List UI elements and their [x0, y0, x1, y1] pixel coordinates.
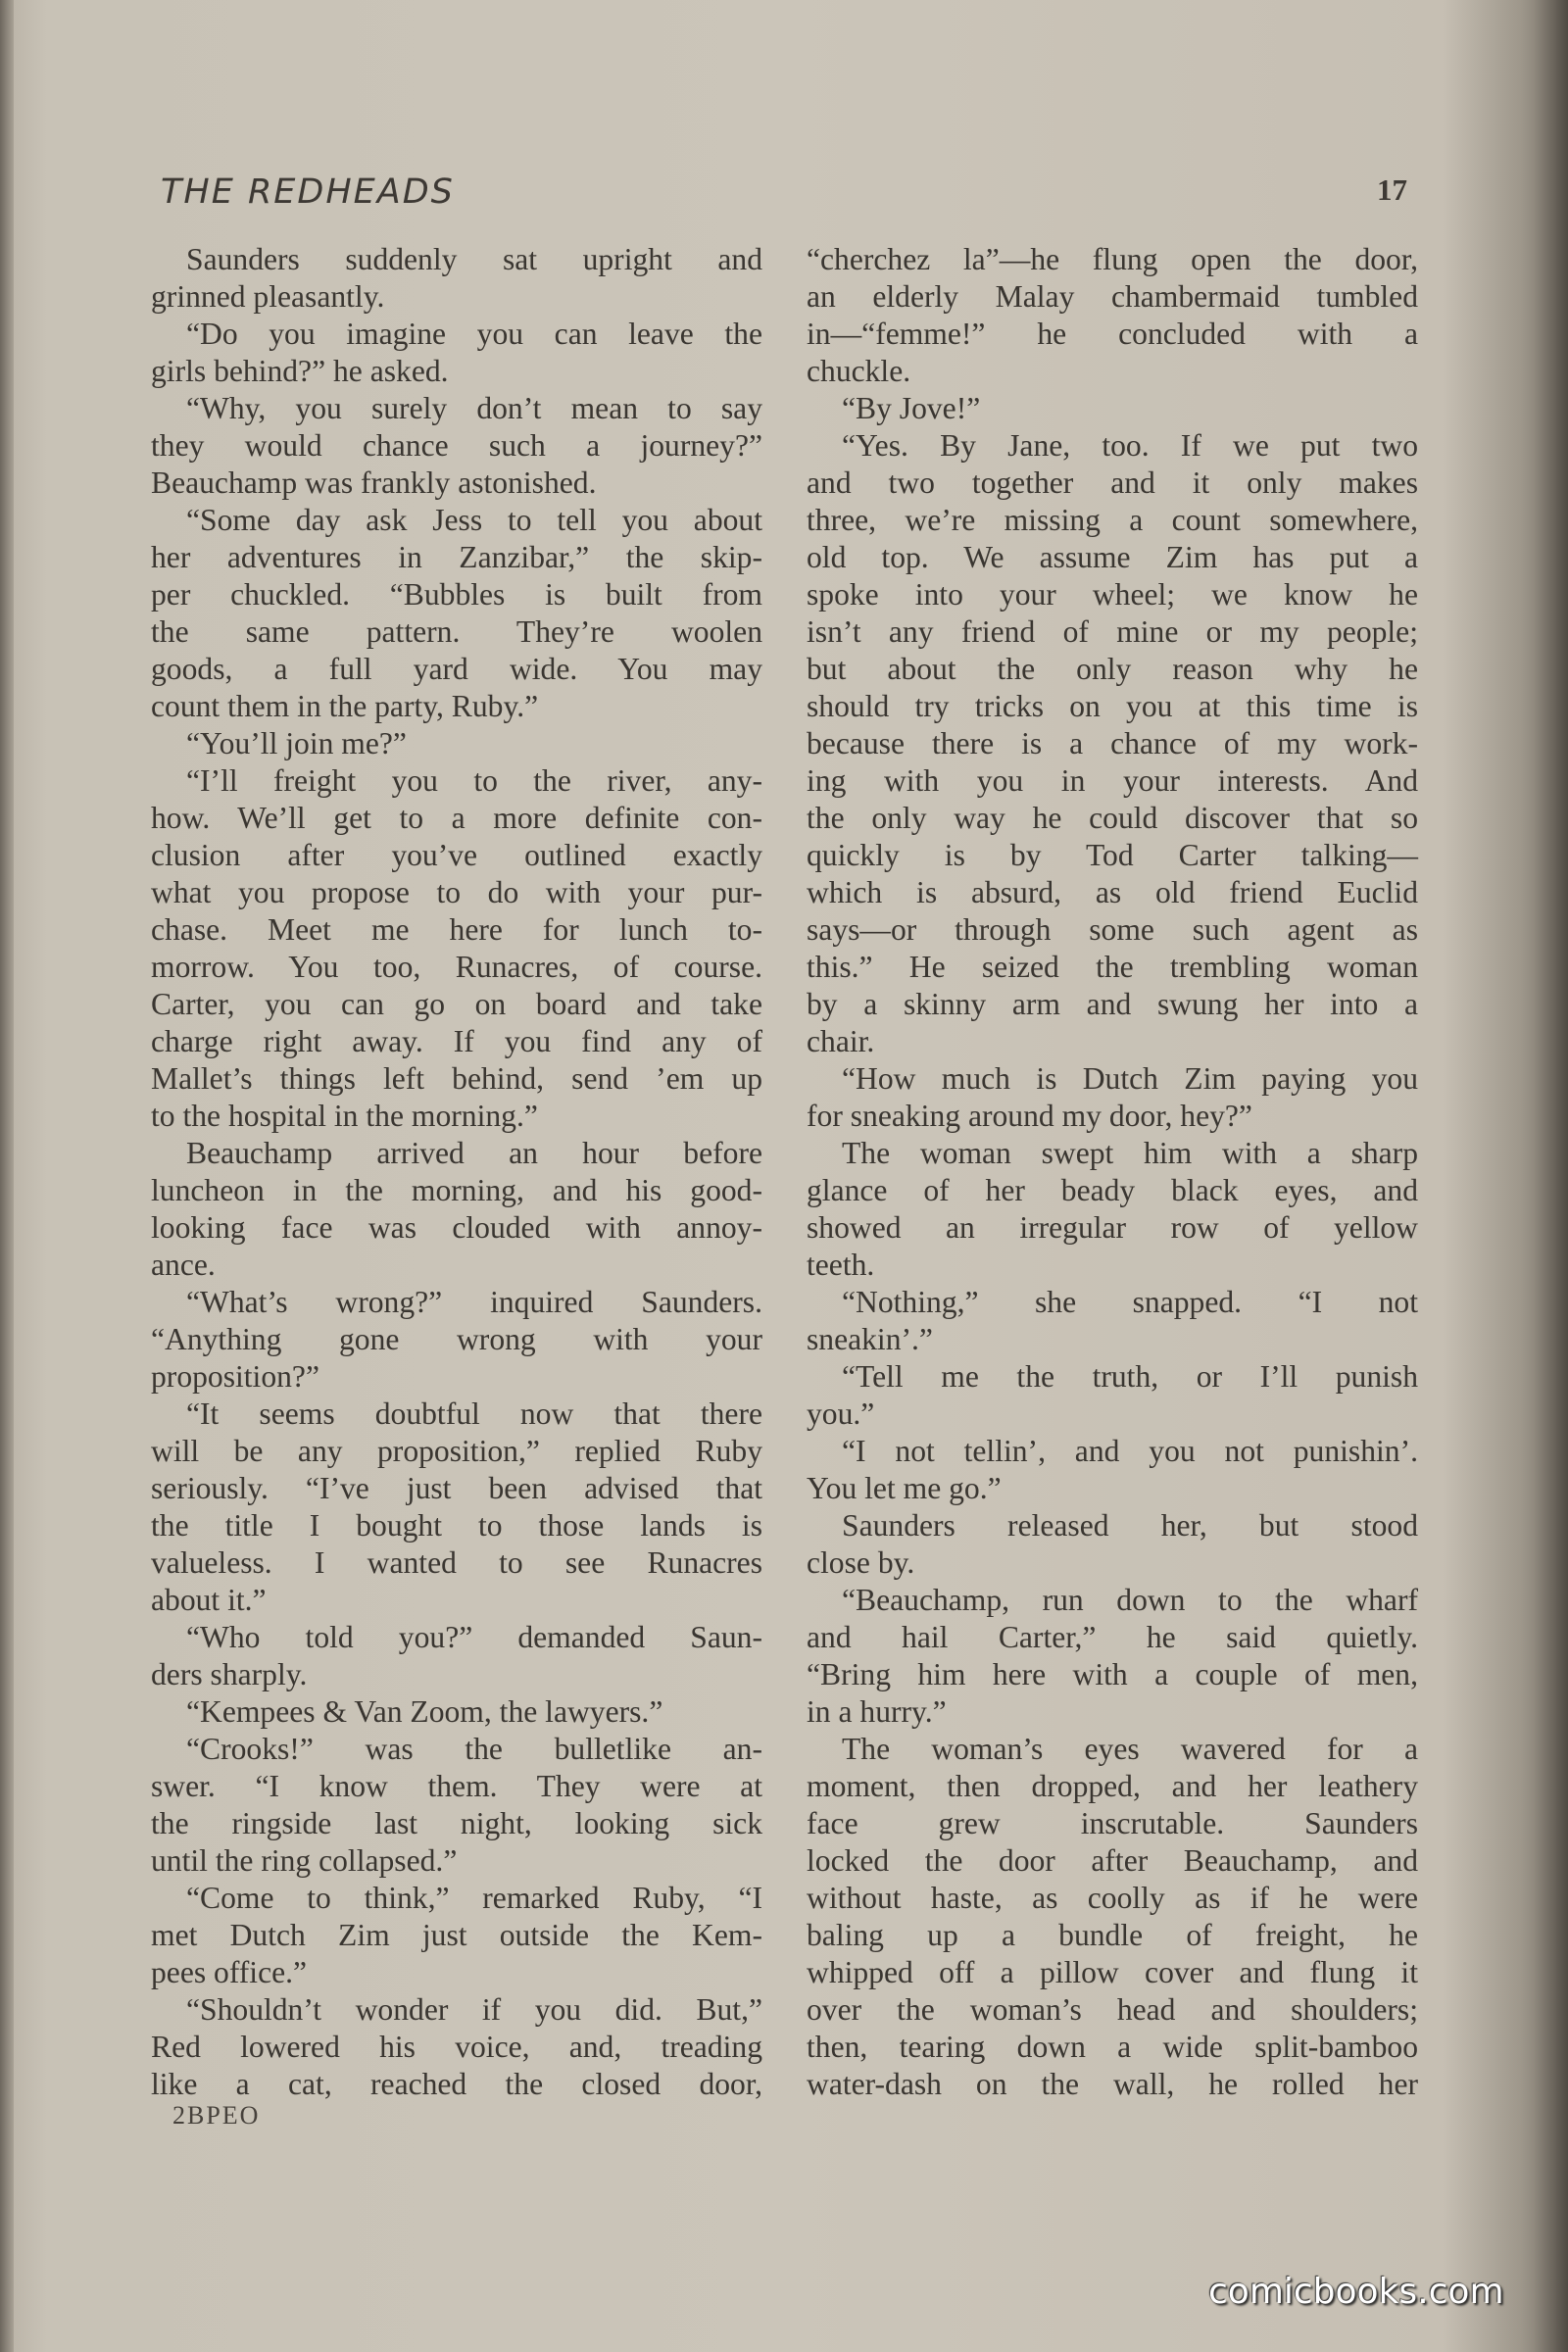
text-line: they would chance such a journey?” — [151, 428, 762, 463]
text-line: glance of her beady black eyes, and — [807, 1173, 1418, 1207]
text-line: without haste, as coolly as if he were — [807, 1881, 1418, 1915]
text-line: “Nothing,” she snapped. “I not — [842, 1285, 1418, 1319]
text-line: “Come to think,” remarked Ruby, “I — [186, 1881, 762, 1915]
text-line: by a skinny arm and swung her into a — [807, 987, 1418, 1021]
text-line: “Tell me the truth, or I’ll punish — [842, 1359, 1418, 1394]
text-line: three, we’re missing a count somewhere, — [807, 503, 1418, 537]
text-line: the same pattern. They’re woolen — [151, 614, 762, 649]
text-line: the title I bought to those lands is — [151, 1508, 762, 1543]
page-left-edge — [0, 0, 14, 2352]
page-number: 17 — [1377, 172, 1407, 207]
text-line: Beauchamp was frankly astonished. — [151, 466, 597, 500]
text-line: clusion after you’ve outlined exactly — [151, 838, 762, 872]
running-head: THE REDHEADS — [161, 172, 455, 212]
text-line: Saunders released her, but stood — [842, 1508, 1418, 1543]
text-line: count them in the party, Ruby.” — [151, 689, 539, 723]
text-line: showed an irregular row of yellow — [807, 1210, 1418, 1245]
text-line: You let me go.” — [807, 1471, 1002, 1505]
text-line: old top. We assume Zim has put a — [807, 540, 1418, 574]
text-line: in a hurry.” — [807, 1694, 947, 1729]
text-line: “Who told you?” demanded Saun- — [186, 1620, 762, 1654]
text-line: “Shouldn’t wonder if you did. But,” — [186, 1992, 762, 2027]
text-line: but about the only reason why he — [807, 652, 1418, 686]
text-line: like a cat, reached the closed door, — [151, 2067, 762, 2101]
text-line: “You’ll join me?” — [186, 726, 407, 760]
text-line: an elderly Malay chambermaid tumbled — [807, 279, 1418, 314]
text-line: “How much is Dutch Zim paying you — [842, 1061, 1418, 1096]
text-line: “I not tellin’, and you not punishin’. — [842, 1434, 1418, 1468]
left-text-column — [151, 241, 762, 2103]
text-line: “Some day ask Jess to tell you about — [186, 503, 762, 537]
text-line: “What’s wrong?” inquired Saunders. — [186, 1285, 762, 1319]
text-line: to the hospital in the morning.” — [151, 1099, 538, 1133]
text-line: teeth. — [807, 1248, 875, 1282]
text-line: “Beauchamp, run down to the wharf — [842, 1583, 1418, 1617]
text-line: “Bring him here with a couple of men, — [807, 1657, 1418, 1691]
text-line: Saunders suddenly sat upright and — [186, 242, 762, 276]
text-line: “Yes. By Jane, too. If we put two — [842, 428, 1418, 463]
text-line: chair. — [807, 1024, 875, 1058]
text-line: morrow. You too, Runacres, of course. — [151, 950, 762, 984]
text-line: close by. — [807, 1545, 915, 1580]
text-line: locked the door after Beauchamp, and — [807, 1843, 1418, 1878]
text-line: this.” He seized the trembling woman — [807, 950, 1418, 984]
text-line: “By Jove!” — [842, 391, 981, 425]
text-line: charge right away. If you find any of — [151, 1024, 762, 1058]
text-line: water-dash on the wall, he rolled her — [807, 2067, 1418, 2101]
text-line: in—“femme!” he concluded with a — [807, 317, 1418, 351]
text-line: says—or through some such agent as — [807, 912, 1418, 947]
text-line: grinned pleasantly. — [151, 279, 385, 314]
text-line: “Crooks!” was the bulletlike an- — [186, 1732, 762, 1766]
text-line: Beauchamp arrived an hour before — [186, 1136, 762, 1170]
text-line: moment, then dropped, and her leathery — [807, 1769, 1418, 1803]
text-line: until the ring collapsed.” — [151, 1843, 458, 1878]
text-line: ing with you in your interests. And — [807, 763, 1418, 798]
text-line: about it.” — [151, 1583, 267, 1617]
text-line: chase. Meet me here for lunch to- — [151, 912, 762, 947]
text-line: quickly is by Tod Carter talking— — [807, 838, 1418, 872]
text-line: the ringside last night, looking sick — [151, 1806, 762, 1840]
text-line: her adventures in Zanzibar,” the skip- — [151, 540, 762, 574]
watermark: comicbooks.com — [1208, 2272, 1504, 2312]
text-line: chuckle. — [807, 354, 911, 388]
text-line: baling up a bundle of freight, he — [807, 1918, 1418, 1952]
text-line: swer. “I know them. They were at — [151, 1769, 762, 1803]
text-line: should try tricks on you at this time is — [807, 689, 1418, 723]
text-line: met Dutch Zim just outside the Kem- — [151, 1918, 762, 1952]
text-line: over the woman’s head and shoulders; — [807, 1992, 1418, 2027]
text-line: goods, a full yard wide. You may — [151, 652, 762, 686]
text-line: Red lowered his voice, and, treading — [151, 2030, 762, 2064]
text-line: seriously. “I’ve just been advised that — [151, 1471, 762, 1505]
text-line: and two together and it only makes — [807, 466, 1418, 500]
text-line: pees office.” — [151, 1955, 308, 1989]
text-line: isn’t any friend of mine or my people; — [807, 614, 1418, 649]
text-line: whipped off a pillow cover and flung it — [807, 1955, 1418, 1989]
signature-mark: 2BPEO — [172, 2101, 261, 2130]
page-right-edge — [1535, 0, 1568, 2352]
text-line: ance. — [151, 1248, 216, 1282]
right-text-column — [807, 241, 1418, 2103]
text-line: and hail Carter,” he said quietly. — [807, 1620, 1418, 1654]
text-line: “Why, you surely don’t mean to say — [186, 391, 762, 425]
text-line: sneakin’.” — [807, 1322, 933, 1356]
text-line: proposition?” — [151, 1359, 319, 1394]
text-line: “It seems doubtful now that there — [186, 1396, 762, 1431]
text-line: because there is a chance of my work- — [807, 726, 1418, 760]
text-line: then, tearing down a wide split-bamboo — [807, 2030, 1418, 2064]
text-line: luncheon in the morning, and his good- — [151, 1173, 762, 1207]
text-line: “cherchez la”—he flung open the door, — [807, 242, 1418, 276]
text-line: per chuckled. “Bubbles is built from — [151, 577, 762, 612]
text-line: ders sharply. — [151, 1657, 308, 1691]
text-line: Mallet’s things left behind, send ’em up — [151, 1061, 762, 1096]
text-line: “Do you imagine you can leave the — [186, 317, 762, 351]
text-line: “I’ll freight you to the river, any- — [186, 763, 762, 798]
text-line: the only way he could discover that so — [807, 801, 1418, 835]
text-line: spoke into your wheel; we know he — [807, 577, 1418, 612]
text-line: face grew inscrutable. Saunders — [807, 1806, 1418, 1840]
text-line: for sneaking around my door, hey?” — [807, 1099, 1252, 1133]
text-line: how. We’ll get to a more definite con- — [151, 801, 762, 835]
text-line: which is absurd, as old friend Euclid — [807, 875, 1418, 909]
text-line: looking face was clouded with annoy- — [151, 1210, 762, 1245]
text-line: The woman swept him with a sharp — [842, 1136, 1418, 1170]
text-line: you.” — [807, 1396, 875, 1431]
text-line: The woman’s eyes wavered for a — [842, 1732, 1418, 1766]
text-line: “Kempees & Van Zoom, the lawyers.” — [186, 1694, 663, 1729]
text-line: girls behind?” he asked. — [151, 354, 449, 388]
text-line: will be any proposition,” replied Ruby — [151, 1434, 762, 1468]
text-line: what you propose to do with your pur- — [151, 875, 762, 909]
text-line: Carter, you can go on board and take — [151, 987, 762, 1021]
text-line: valueless. I wanted to see Runacres — [151, 1545, 762, 1580]
text-line: “Anything gone wrong with your — [151, 1322, 762, 1356]
